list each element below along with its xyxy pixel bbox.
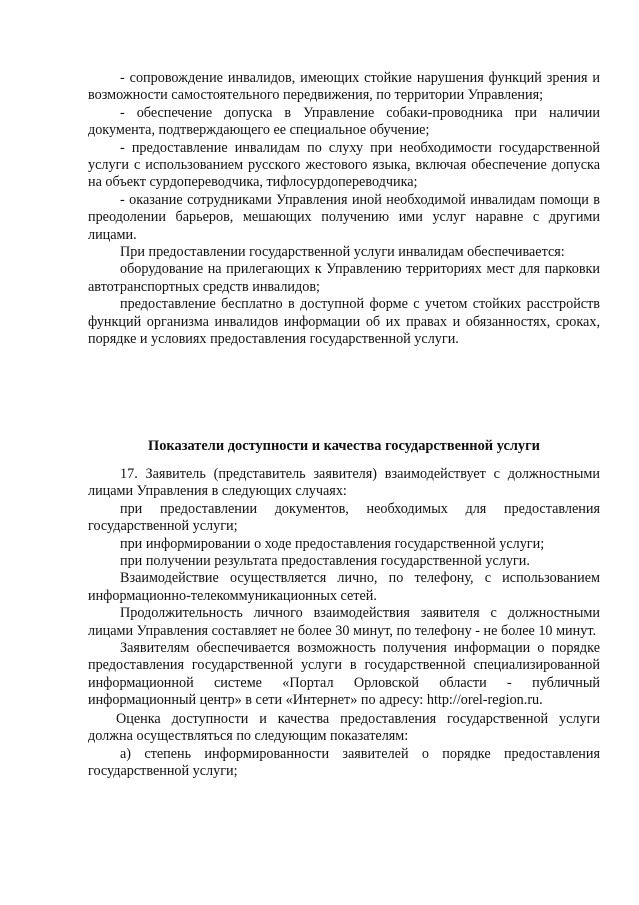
paragraph-17-interaction-cases: 17. Заявитель (представитель заявителя) взаимодействует с должностными лицами Управления в следующих случаях:: [88, 466, 600, 500]
section-heading: Показатели доступности и качества государственной услуги: [148, 438, 540, 454]
top-text-block: [88, 70, 600, 349]
paragraph-indicator-a: а) степень информированности заявителей о порядке предоставления государственной услуги;: [88, 745, 600, 779]
paragraph-progress-informing: при информировании о ходе предоставления государственной услуги;: [120, 535, 545, 552]
paragraph-provision-intro: При предоставлении государственной услуги инвалидам обеспечивается:: [120, 244, 565, 261]
paragraph-portal-information: Заявителям обеспечивается возможность получения информации о порядке предоставления государственной услуги в государственной специализированной информационной системе «Портал Орловской области - публичный информационный центр» в сети «Интернет» по адресу: http://orel-region.ru.: [88, 640, 600, 709]
paragraph-staff-assistance: - оказание сотрудниками Управления иной необходимой инвалидам помощи в преодолении барьеров, мешающих получению ими услуг наравне с другими лицами.: [88, 191, 600, 243]
paragraph-result-receipt: при получении результата предоставления государственной услуги.: [120, 553, 530, 570]
paragraph-free-information: предоставление бесплатно в доступной форме с учетом стойких расстройств функций организма инвалидов информации об их правах и обязанностях, сроках, порядке и условиях предоставления государственной услуги.: [88, 296, 600, 348]
paragraph-guide-dog: - обеспечение допуска в Управление собаки-проводника при наличии документа, подтверждающего ее специальное обучение;: [88, 104, 600, 139]
bottom-text-block: [88, 466, 600, 780]
paragraph-quality-assessment: Оценка доступности и качества предоставления государственной услуги должна осуществляться по следующим показателям:: [88, 710, 600, 745]
paragraph-interaction-methods: Взаимодействие осуществляется лично, по телефону, с использованием информационно-телекоммуникационных сетей.: [88, 570, 600, 604]
paragraph-documents-submission: при предоставлении документов, необходимых для предоставления государственной услуги;: [88, 500, 600, 535]
paragraph-sign-language: - предоставление инвалидам по слуху при необходимости государственной услуги с использованием русского жестового языка, включая обеспечение допуска на объект сурдопереводчика, тифлосурдопереводчика;: [88, 139, 600, 191]
paragraph-parking: оборудование на прилегающих к Управлению территориях мест для парковки автотранспортных средств инвалидов;: [88, 261, 600, 295]
paragraph-escort-disabled: - сопровождение инвалидов, имеющих стойкие нарушения функций зрения и возможности самостоятельного передвижения, по территории Управления;: [88, 70, 600, 104]
paragraph-interaction-duration: Продолжительность личного взаимодействия заявителя с должностными лицами Управления составляет не более 30 минут, по телефону - не более 10 минут.: [88, 605, 600, 639]
